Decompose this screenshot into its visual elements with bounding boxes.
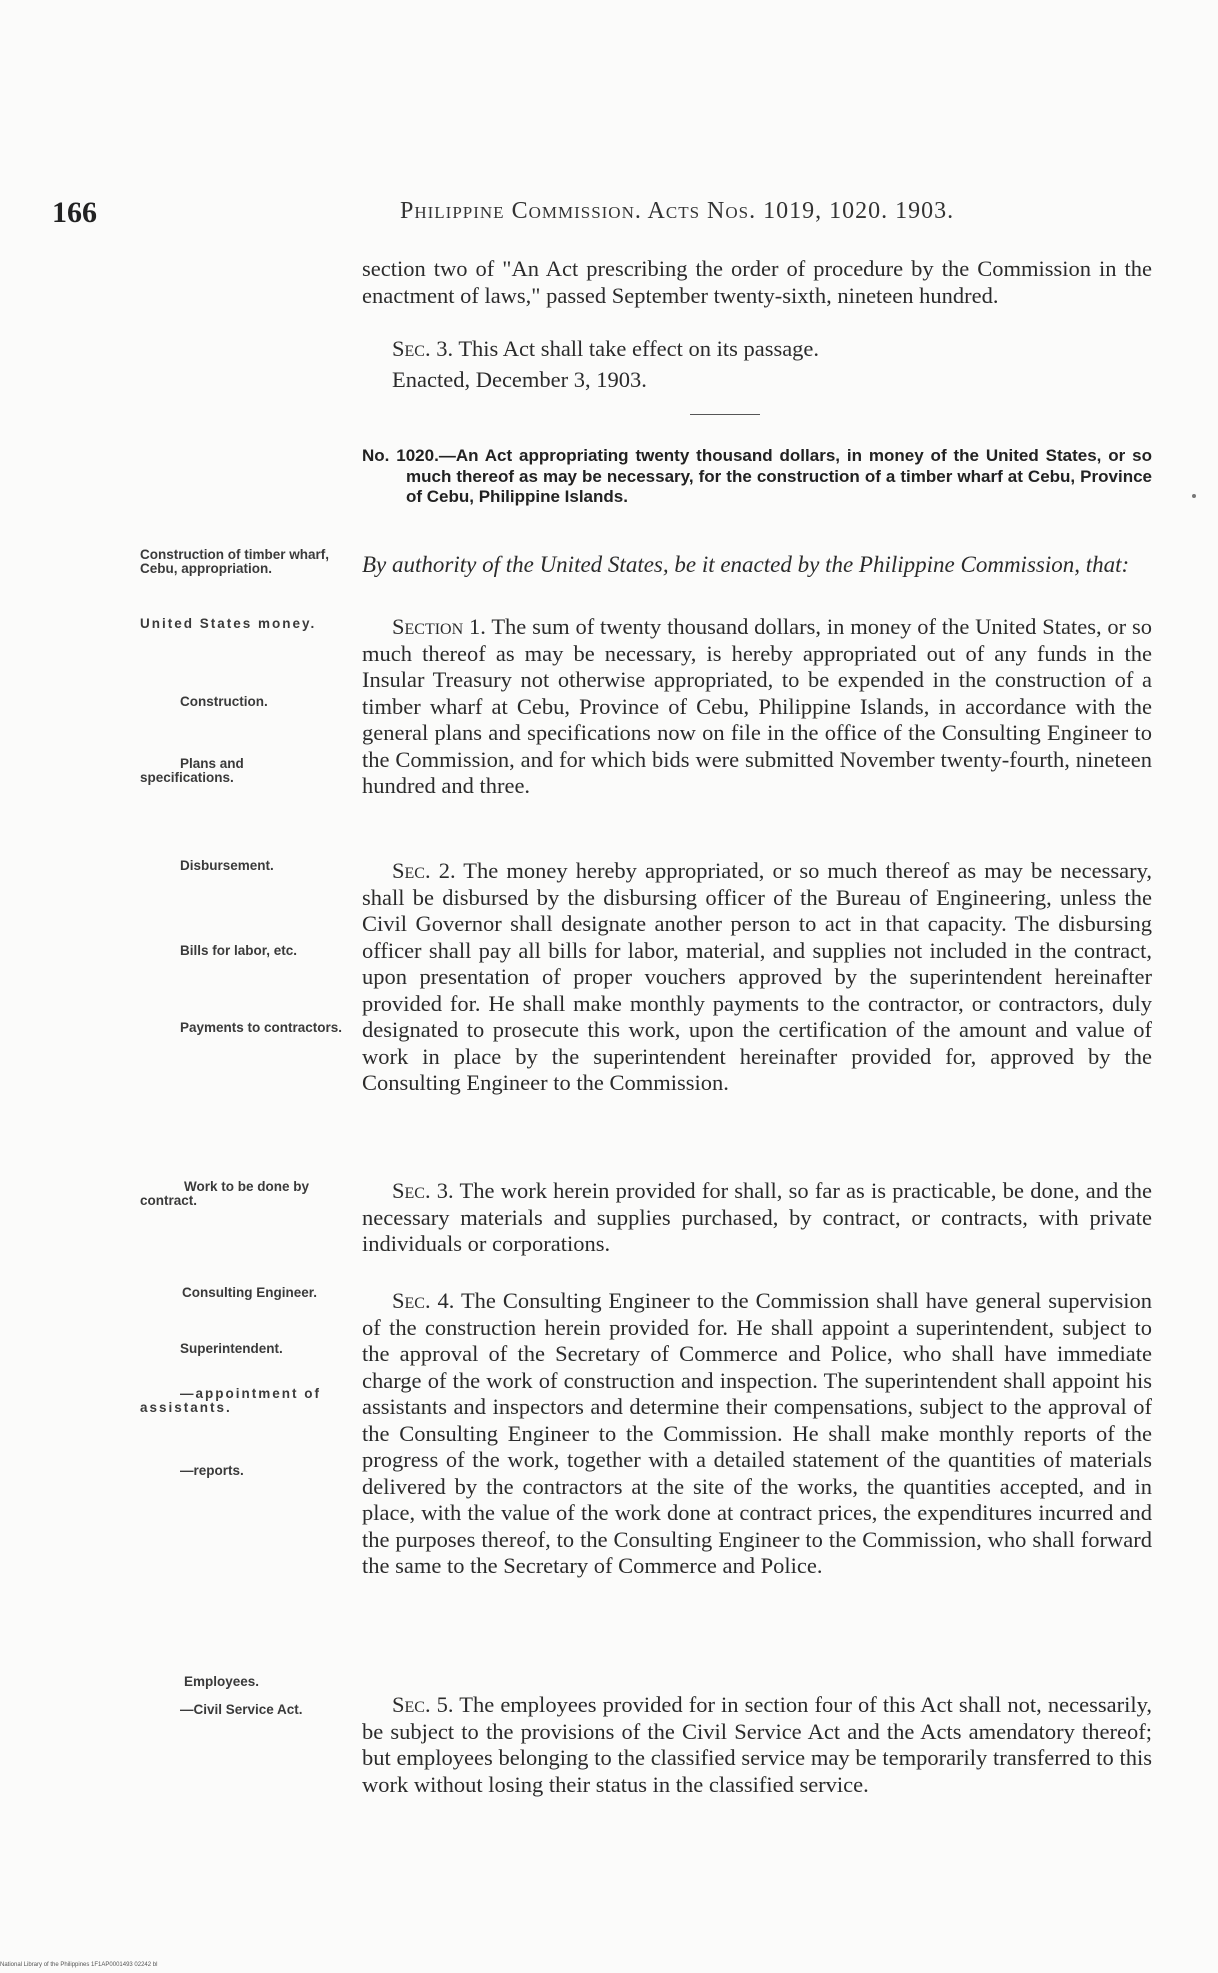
enacting-clause: By authority of the United States, be it enacted by the Philippine Commission, that: [362,552,1130,577]
section-label: Sec. 3. [392,336,454,361]
section-label: Sec. 5. [392,1692,454,1717]
section-text: The money hereby appropriated, or so much thereof as may be necessary, shall be disbursed by the disbursing officer of the Bureau of Engineering, unless the Civil Governor shall designate another person to act in that capacity. The disbursing officer shall pay all bills for labor, material, and supplies not included in the contract, upon presentation of proper vouchers approved by the superintendent hereinafter provided for. He shall make monthly payments to the contractor, or contractors, duly designated to prosecute this work, upon the certification of the amount and value of work in place by the superintendent hereinafter provided for, approved by the Consulting Engineer to the Commission. [362,858,1152,1095]
section-text: The sum of twenty thousand dollars, in money of the United States, or so much thereof as may be necessary, is hereby appropriated out of any funds in the Insular Treasury not otherwise appropriated, to be expended in the construction of a timber wharf at Cebu, Province of Cebu, Philippine Islands, in accordance with the general plans and specifications now on file in the office of the Consulting Engineer to the Commission, and for which bids were submitted November twenty-fourth, nineteen hundred and three. [362,614,1153,798]
margin-note-payments-to-contractors: Payments to contractors. [180,1020,343,1035]
act-title-text: —An Act appropriating twenty thousand dollars, in money of the United States, or so much thereof as may be necessary, for the construction of a timber wharf at Cebu, Province of Cebu, Philippine Islands. [406,446,1152,506]
section-label: Section 1. [392,614,486,639]
section-5 [362,1692,1152,1798]
section-text: The work herein provided for shall, so far as is practicable, be done, and the necessary materials and supplies purchased, by contract, or contracts, with private individuals or corporations. [362,1178,1152,1256]
section-text: This Act shall take effect on its passage. [458,336,820,361]
section-3 [362,1178,1152,1258]
running-head: Philippine Commission. Acts Nos. 1019, 1020. 1903. [400,198,955,224]
section-1 [362,614,1152,800]
margin-note-construction-appropriation: Construction of timber wharf, Cebu, appropriation. [140,547,329,576]
margin-note-employees: Employees. [184,1674,260,1689]
section-2 [362,858,1152,1097]
act-title [362,446,1152,508]
enacted-date [362,367,1152,394]
page-speck [1192,494,1196,498]
section-text: The employees provided for in section four of this Act shall not, necessarily, be subject to the provisions of the Civil Service Act and the Acts amendatory thereof; but employees belonging to the classified service may be temporarily transferred to this work without losing their status in the classified service. [362,1692,1152,1797]
section-text: The Consulting Engineer to the Commission shall have general supervision of the construction herein provided for. He shall appoint a superintendent, subject to the approval of the Secretary of Commerce and Police, who shall have immediate charge of the work of construction and inspection. The superintendent shall appoint his assistants and inspectors and determine their compensations, subject to the approval of the Consulting Engineer to the Commission. He shall make monthly reports of the progress of the work, together with a detailed statement of the quantities of materials delivered by the contractors at the site of the works, the quantities accepted, and in place, with the value of the work done at contract prices, the expenditures incurred and the purposes thereof, to the Consulting Engineer to the Commission, who shall forward the same to the Secretary of Commerce and Police. [362,1288,1152,1578]
margin-note-construction: Construction. [180,694,268,709]
margin-note-bills-for-labor: Bills for labor, etc. [180,943,298,958]
margin-note-reports: —reports. [180,1463,244,1478]
margin-note-plans-specifications: Plans and specifications. [140,756,244,785]
previous-act-section-3 [362,336,1152,363]
margin-note-appointment-assistants: —appointment of assistants. [140,1386,321,1415]
margin-note-superintendent: Superintendent. [180,1341,283,1356]
act-number: No. 1020. [362,446,439,465]
page-number: 166 [52,196,97,229]
section-label: Sec. 2. [392,858,456,883]
previous-act-intro: section two of "An Act prescribing the order of procedure by the Commission in the enactment of laws," passed September twenty-sixth, nineteen hundred. [362,256,1152,308]
margin-note-disbursement: Disbursement. [180,858,274,873]
section-label: Sec. 4. [392,1288,455,1313]
margin-note-united-states-money: United States money. [140,616,317,631]
margin-note-civil-service-act: —Civil Service Act. [180,1702,303,1717]
section-label: Sec. 3. [392,1178,454,1203]
margin-note-consulting-engineer: Consulting Engineer. [182,1285,318,1300]
enacted-text: Enacted, December 3, 1903. [392,367,647,392]
section-divider [690,414,760,415]
library-stamp: National Library of the Philippines 1F1AP0001493 02242 bl [0,1962,158,1968]
section-4 [362,1288,1152,1580]
margin-note-work-by-contract: Work to be done by contract. [140,1179,310,1208]
